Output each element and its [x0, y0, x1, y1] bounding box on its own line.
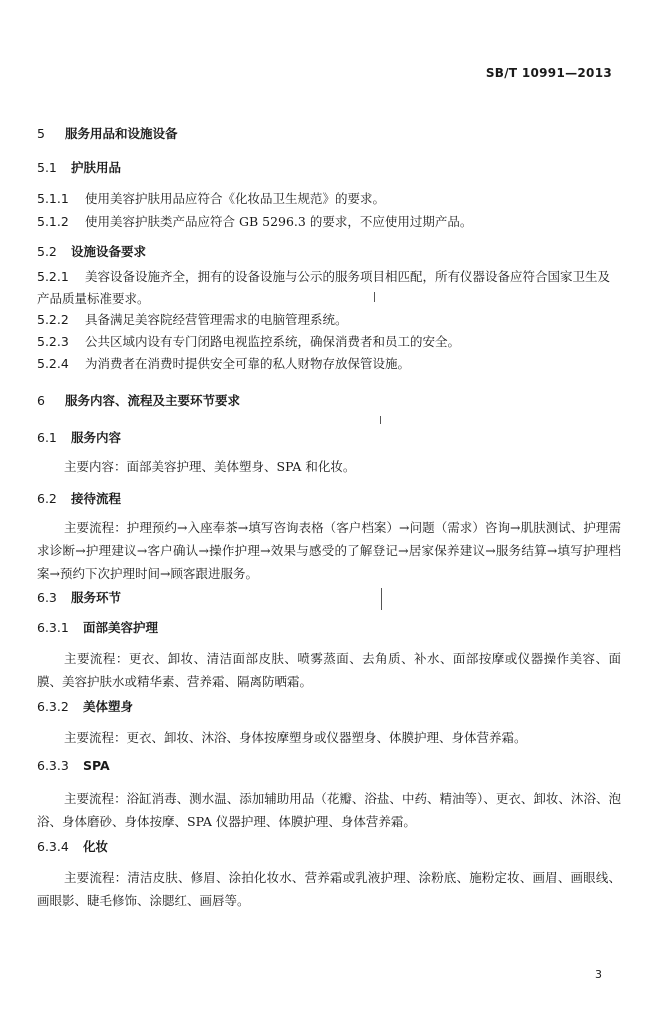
clause-5-2-1: [37, 266, 621, 310]
clause-number: 5.2.1: [37, 269, 69, 284]
section-number: 6.2: [37, 491, 57, 506]
section-6-3-4-text: 主要流程：清洁皮肤、修眉、涂拍化妆水、营养霜或乳液护理、涂粉底、施粉定妆、画眉、画眼线、画眼影、睫毛修饰、涂腮红、画唇等。: [37, 870, 621, 908]
section-6-3-3-heading: [37, 758, 110, 773]
section-6-1-heading: [37, 428, 121, 446]
section-title: 面部美容护理: [83, 620, 159, 635]
section-number: 6.3.3: [37, 758, 69, 773]
standard-number: SB/T 10991—2013: [485, 66, 612, 80]
clause-number: 5.2.3: [37, 334, 69, 349]
section-6-3-2-heading: [37, 697, 133, 715]
section-number: 6.3.2: [37, 699, 69, 714]
section-6-3-heading: [37, 588, 121, 606]
section-6-3-1-text: 主要流程：更衣、卸妆、清洁面部皮肤、喷雾蒸面、去角质、补水、面部按摩或仪器操作美容、面膜、美容护肤水或精华素、营养霜、隔离防晒霜。: [37, 651, 621, 689]
clause-5-2-4: [37, 354, 410, 372]
section-title: 服务环节: [71, 590, 122, 605]
section-title: SPA: [83, 758, 110, 773]
clause-number: 5.1.2: [37, 214, 69, 229]
section-number: 5: [37, 126, 45, 141]
clause-5-1-1: [37, 189, 385, 207]
section-6-3-1-heading: [37, 618, 158, 636]
section-5-1-heading: [37, 158, 121, 176]
section-6-2-heading: [37, 489, 121, 507]
section-5-heading: [37, 124, 178, 142]
clause-text: 使用美容护肤类产品应符合 GB 5296.3 的要求，不应使用过期产品。: [85, 214, 473, 229]
section-title: 美体塑身: [83, 699, 134, 714]
clause-text: 公共区域内设有专门闭路电视监控系统，确保消费者和员工的安全。: [85, 334, 461, 349]
section-number: 6: [37, 393, 45, 408]
clause-number: 5.2.4: [37, 356, 69, 371]
page-number: 3: [595, 968, 602, 981]
section-6-heading: [37, 391, 240, 409]
section-number: 6.3.1: [37, 620, 69, 635]
section-title: 护肤用品: [71, 160, 122, 175]
scan-mark: [380, 416, 381, 424]
section-6-2-text: 主要流程：护理预约→入座奉茶→填写咨询表格（客户档案）→问题（需求）咨询→肌肤测试、护理需求诊断→护理建议→客户确认→操作护理→效果与感受的了解登记→居家保养建议→服务结算→填写护理档案→预约下次护理时间→顾客跟进服务。: [37, 520, 621, 581]
clause-text: 使用美容护肤用品应符合《化妆品卫生规范》的要求。: [85, 191, 386, 206]
section-title: 服务内容、流程及主要环节要求: [65, 393, 241, 408]
section-title: 接待流程: [71, 491, 122, 506]
section-number: 5.1: [37, 160, 57, 175]
section-6-3-3-text: 主要流程：浴缸消毒、测水温、添加辅助用品（花瓣、浴盐、中药、精油等）、更衣、卸妆、沐浴、泡浴、身体磨砂、身体按摩、SPA 仪器护理、体膜护理、身体营养霜。: [37, 791, 621, 829]
section-6-3-4-heading: [37, 837, 108, 855]
section-number: 5.2: [37, 244, 57, 259]
clause-number: 5.2.2: [37, 312, 69, 327]
section-title: 服务内容: [71, 430, 122, 445]
section-title: 化妆: [83, 839, 109, 854]
section-5-2-heading: [37, 242, 146, 260]
clause-5-1-2: [37, 212, 472, 230]
clause-text: 具备满足美容院经营管理需求的电脑管理系统。: [85, 312, 348, 327]
clause-text: 美容设备设施齐全，拥有的设备设施与公示的服务项目相匹配，所有仪器设备应符合国家卫生及产品质量标准要求。: [37, 269, 611, 306]
clause-number: 5.1.1: [37, 191, 69, 206]
section-number: 6.3.4: [37, 839, 69, 854]
section-title: 服务用品和设施设备: [65, 126, 178, 141]
clause-5-2-2: [37, 310, 348, 328]
section-number: 6.1: [37, 430, 57, 445]
clause-text: 为消费者在消费时提供安全可靠的私人财物存放保管设施。: [85, 356, 411, 371]
section-title: 设施设备要求: [71, 244, 147, 259]
scan-mark: [374, 292, 375, 302]
section-number: 6.3: [37, 590, 57, 605]
section-6-3-2-text: 主要流程：更衣、卸妆、沐浴、身体按摩塑身或仪器塑身、体膜护理、身体营养霜。: [64, 730, 527, 745]
clause-5-2-3: [37, 332, 460, 350]
section-6-1-text: 主要内容：面部美容护理、美体塑身、SPA 和化妆。: [64, 459, 356, 474]
scan-mark: [381, 588, 382, 610]
